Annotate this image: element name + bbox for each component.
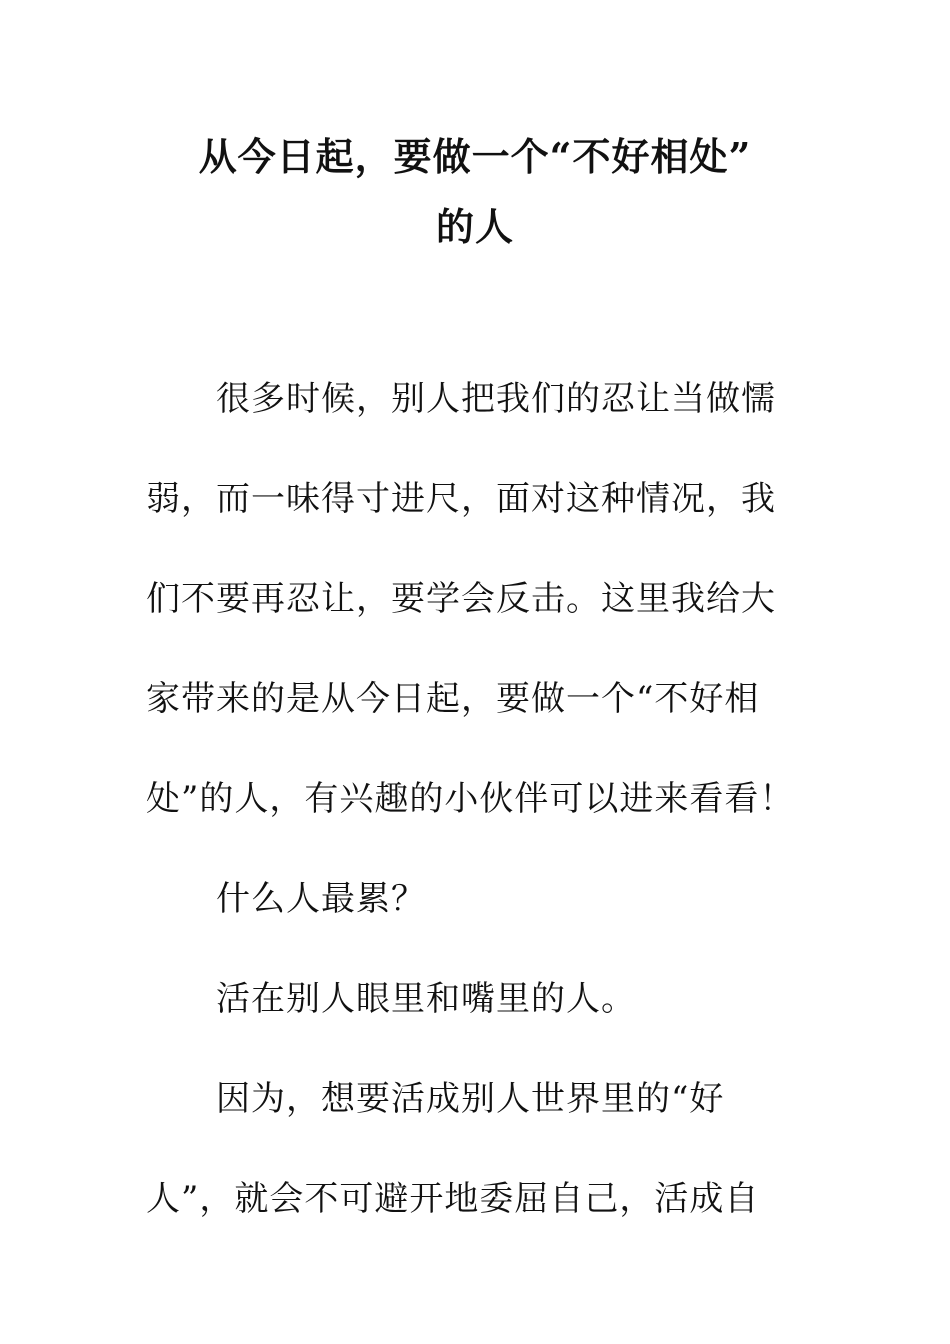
body-line-2: 弱，而一味得寸进尺，面对这种情况，我 (146, 479, 776, 519)
body-line-7: 活在别人眼里和嘴里的人。 (216, 979, 636, 1019)
body-line-1: 很多时候，别人把我们的忍让当做懦 (216, 379, 776, 419)
body-line-3: 们不要再忍让，要学会反击。这里我给大 (146, 579, 776, 619)
body-line-5: 处”的人，有兴趣的小伙伴可以进来看看！ (146, 779, 795, 819)
document-title-line-1: 从今日起，要做一个“不好相处” (198, 134, 752, 179)
document-title-line-2: 的人 (435, 204, 514, 249)
body-line-6: 什么人最累？ (216, 879, 426, 919)
body-line-9: 人”，就会不可避开地委屈自己，活成自 (146, 1179, 760, 1219)
body-line-4: 家带来的是从今日起，要做一个“不好相 (146, 679, 760, 719)
body-line-8: 因为，想要活成别人世界里的“好 (216, 1079, 725, 1119)
